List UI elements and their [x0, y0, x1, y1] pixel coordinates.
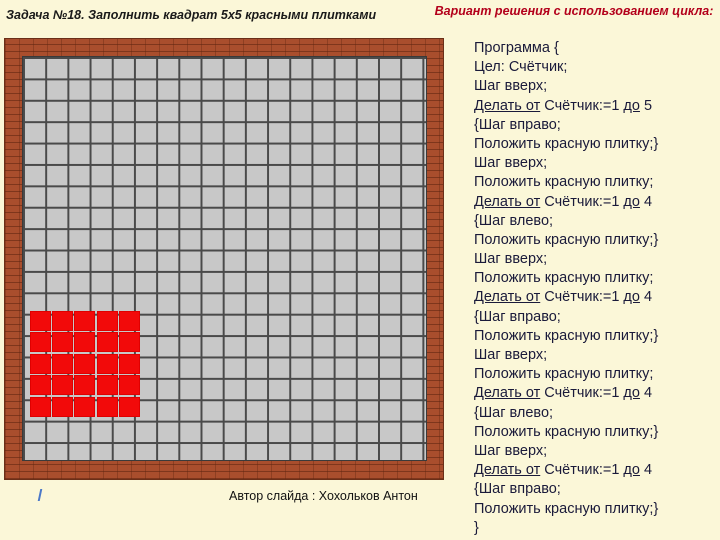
code-keyword: до	[623, 193, 640, 210]
code-text: Положить красную плитку;}	[474, 231, 659, 248]
red-tile	[119, 354, 140, 374]
code-text: Программа {	[474, 40, 559, 56]
code-text: Положить красную плитку;}	[474, 135, 659, 152]
solution-heading: Вариант решения с использованием цикла:	[434, 4, 714, 18]
code-text: Шаг вверх;	[474, 442, 548, 459]
code-text: Счётчик:=1	[540, 97, 624, 114]
code-keyword: Делать от	[474, 289, 541, 306]
code-line	[474, 480, 720, 499]
task-title: Задача №18. Заполнить квадрат 5х5 красными плитками	[6, 8, 377, 22]
code-text: 4	[639, 462, 653, 479]
code-text: Счётчик:=1	[540, 385, 624, 402]
red-tile	[30, 332, 51, 352]
red-tile	[52, 332, 73, 352]
code-text: Положить красную плитку;}	[474, 423, 659, 440]
code-text: Шаг вверх;	[474, 347, 548, 363]
code-line	[474, 212, 720, 231]
slide-author: Автор слайда : Хохольков Антон	[229, 489, 418, 503]
red-tile	[74, 375, 95, 395]
red-tile	[119, 332, 140, 352]
code-keyword: до	[623, 289, 640, 306]
code-line	[474, 193, 720, 212]
code-keyword: до	[623, 462, 640, 479]
code-text: Цел: Счётчик;	[474, 59, 568, 76]
code-keyword: до	[623, 385, 640, 402]
red-tile	[97, 397, 118, 417]
red-tile	[119, 375, 140, 395]
code-line	[474, 58, 720, 77]
code-text: Положить красную плитку;	[474, 270, 654, 287]
code-text: {Шаг вправо;	[474, 481, 561, 498]
code-line	[474, 173, 720, 192]
code-text: {Шаг вправо;	[474, 308, 561, 325]
code-line	[474, 269, 720, 288]
red-tile	[52, 375, 73, 395]
code-keyword: Делать от	[474, 97, 541, 114]
code-line	[474, 519, 720, 538]
red-tile	[74, 311, 95, 331]
code-line	[474, 154, 720, 173]
code-line	[474, 404, 720, 423]
red-tile	[74, 397, 95, 417]
code-keyword: Делать от	[474, 193, 541, 210]
code-line	[474, 327, 720, 346]
red-tile	[97, 332, 118, 352]
code-line	[474, 97, 720, 116]
code-text: {Шаг вправо;	[474, 116, 561, 133]
code-text: Положить красную плитку;}	[474, 327, 659, 344]
red-tile	[52, 397, 73, 417]
red-tile	[119, 311, 140, 331]
red-tile	[97, 375, 118, 395]
code-line	[474, 384, 720, 403]
red-tiles-square	[30, 311, 140, 420]
code-text: 4	[639, 385, 653, 402]
code-line	[474, 135, 720, 154]
code-text: {Шаг влево;	[474, 212, 554, 229]
red-tile	[74, 332, 95, 352]
code-line	[474, 288, 720, 307]
program-listing	[474, 39, 720, 538]
red-tile	[74, 354, 95, 374]
red-tile	[30, 354, 51, 374]
code-text: Положить красную плитку;	[474, 366, 654, 383]
code-text: 4	[639, 193, 653, 210]
robot-cursor-icon	[38, 489, 43, 501]
code-text: Положить красную плитку;}	[474, 500, 659, 517]
red-tile	[30, 397, 51, 417]
red-tile	[119, 397, 140, 417]
red-tile	[97, 354, 118, 374]
red-tile	[97, 311, 118, 331]
code-line	[474, 500, 720, 519]
code-text: 4	[639, 289, 653, 306]
code-line	[474, 442, 720, 461]
code-line	[474, 39, 720, 58]
red-tile	[52, 311, 73, 331]
code-line	[474, 116, 720, 135]
code-text: 5	[639, 97, 653, 114]
code-text: {Шаг влево;	[474, 404, 554, 421]
code-text: Счётчик:=1	[540, 462, 624, 479]
code-text: Положить красную плитку;	[474, 174, 654, 191]
red-tile	[30, 311, 51, 331]
code-line	[474, 346, 720, 365]
code-line	[474, 231, 720, 250]
code-keyword: Делать от	[474, 462, 541, 479]
code-keyword: Делать от	[474, 385, 541, 402]
code-line	[474, 308, 720, 327]
code-text: }	[474, 519, 479, 536]
code-line	[474, 365, 720, 384]
red-tile	[52, 354, 73, 374]
red-tile	[30, 375, 51, 395]
code-text: Счётчик:=1	[540, 193, 624, 210]
code-text: Шаг вверх;	[474, 155, 548, 172]
code-text: Шаг вверх;	[474, 78, 548, 95]
code-line	[474, 77, 720, 96]
code-line	[474, 461, 720, 480]
code-line	[474, 423, 720, 442]
code-text: Шаг вверх;	[474, 251, 548, 268]
code-keyword: до	[623, 97, 640, 114]
robot-board	[4, 38, 444, 480]
code-line	[474, 250, 720, 269]
code-text: Счётчик:=1	[540, 289, 624, 306]
